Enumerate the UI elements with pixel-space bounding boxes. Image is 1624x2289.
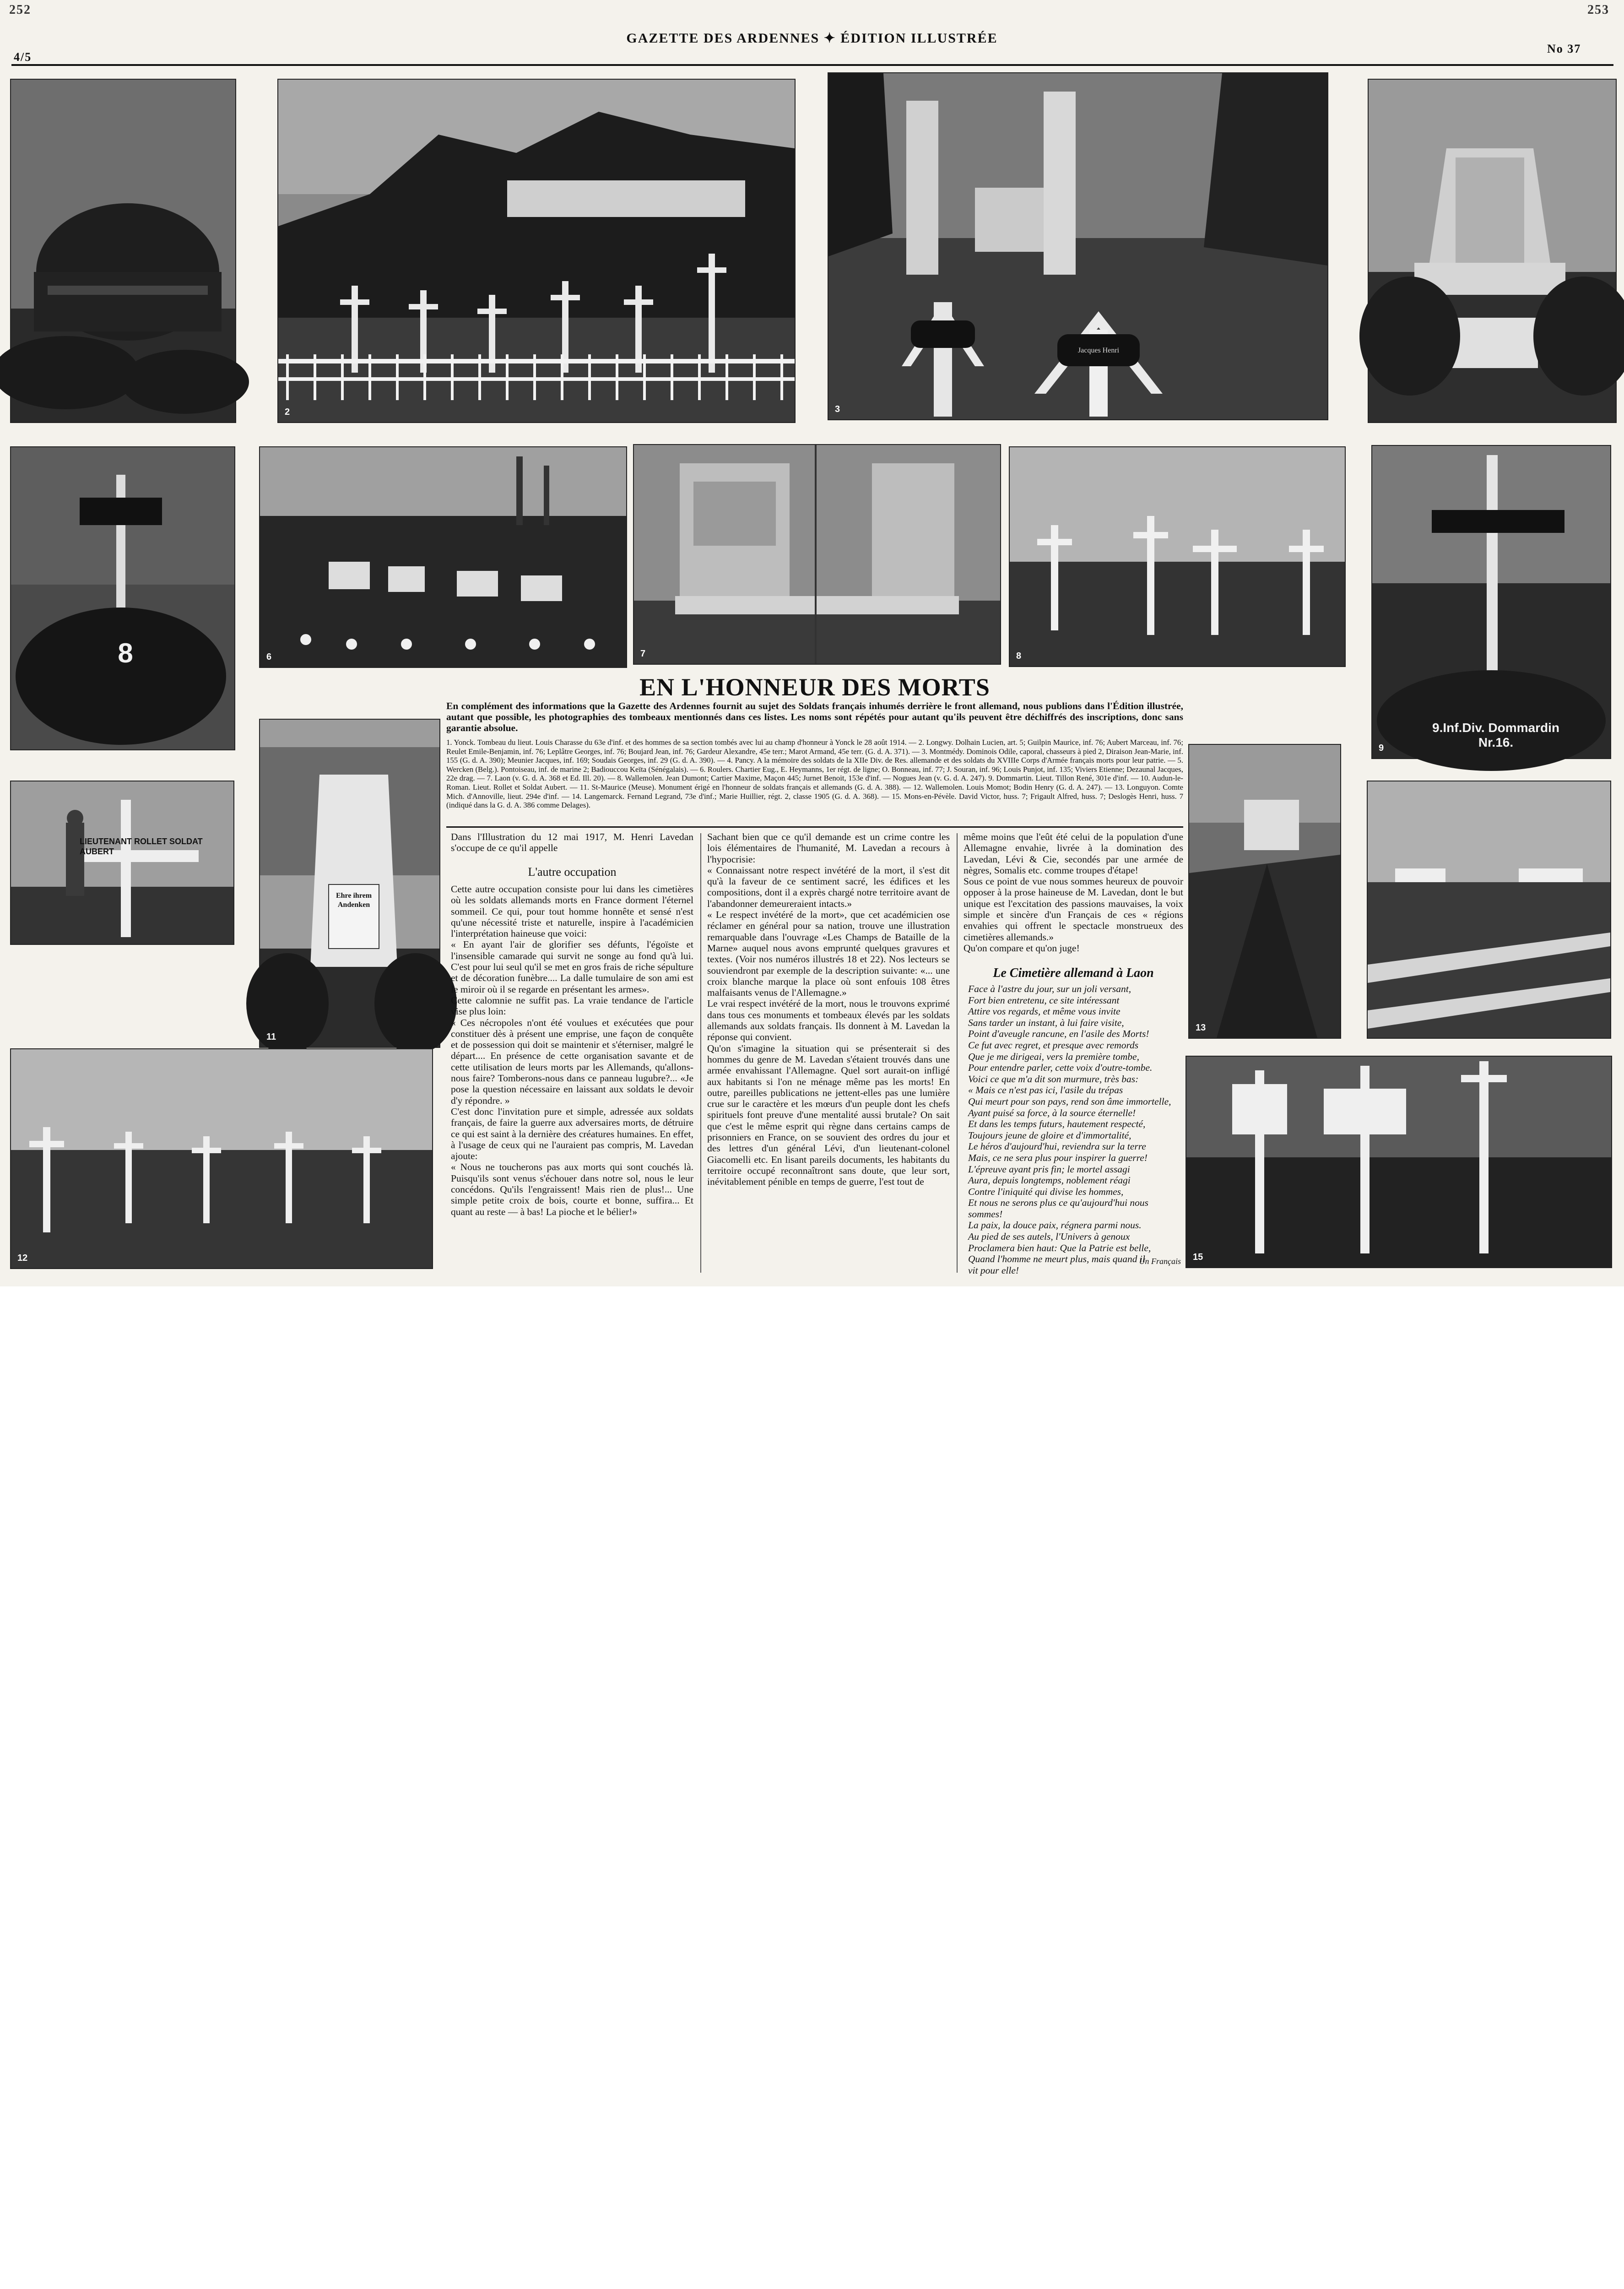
column-1-body: Cette autre occupation consiste pour lui dans les cimetières où les soldats allemands morts en France dorment l'éternel sommeil. Ce qui, pour tout homme honnête et sensé n'est qu'une nécessité triste et naturelle, inspire à l'académicien l'interprétation haineuse que voici: « En ayant l'air de glorifier ses défunts, l'égoïste et l'insensible camarade qui survit ne songe au fond qu'à lui. C'est pour lui seul qu'il se met en gros frais de riche sépulture et de décoration funèbre.... La dalle tumulaire de son ami est le miroir où il se regarde en présentant les armes». Cette calomnie ne suffit pas. La vraie tendance de l'article vise plus loin: « Ces nécropoles n'ont été voulues et exécutées que pour constituer dès à présent une emprise, une façon de conquête et de possession qui doit se maintenir et s'éterniser, malgré le départ.... En présence de cette organisation savante et de cette utilisation de leurs morts par les Allemands, qu'allons-nous faire? Tomberons-nous dans ce panneau lugubre?... «Je pose la question nécessaire en laissant aux soldats le devoir d'y répondre. » C'est donc l'invitation pure et simple, adressée aux soldats français, de faire la guerre aux adversaires morts, de détruire ce qui est saint à la dernière des créatures humaines. En effet, à l'usage de ceux qui ne l'auraient pas compris, M. Lavedan ajoute: « Nous ne toucherons pas aux morts qui sont couchés là. Puisqu'ils sont venus s'échouer dans notre sol, nous le leur concédons. Qu'ils l'engraissent! Mais rien de plus!... Une simple petite croix de bois, courte et bonne, suffira... Et quant au reste — à bas! La pioche et le bélier!» xyxy=(451,884,693,1217)
column-1-subhead: L'autre occupation xyxy=(528,865,617,879)
article-intro: En complément des informations que la Gazette des Ardennes fournit au sujet des Soldats français inhumés derrière le front allemand, nous publions dans l'Édition illustrée, autant que possible, les photographies des tombeaux mentionnés dans ces listes. Les noms sont répétés pour autant qu'ils peuvent être déchiffrés des inscriptions, donc sans garantie absolue. xyxy=(446,700,1183,733)
issue-number: No 37 xyxy=(1547,42,1581,55)
photo-9-number: 9 xyxy=(1379,743,1384,753)
photo-5-image xyxy=(11,447,234,749)
photo-14-image xyxy=(1368,781,1610,1038)
photo-10-image xyxy=(11,781,233,944)
photo-12-number: 12 xyxy=(17,1253,28,1263)
newspaper-header: GAZETTE DES ARDENNES ✦ ÉDITION ILLUSTRÉE xyxy=(626,31,998,46)
photo-2-image xyxy=(278,80,795,422)
photo-10-audun-cross xyxy=(10,781,234,945)
captions-rule xyxy=(446,826,1183,828)
photo-14-langemarck-graves xyxy=(1367,781,1611,1039)
photo-1-domed-tomb xyxy=(10,79,236,423)
column-2-body: Sachant bien que ce qu'il demande est un crime contre les lois élémentaires de l'humanité, M. Lavedan a recours à l'hypocrisie: « Connaissant notre respect invétéré de la mort, il s'est dit qu'à la faveur de ce sentiment sacré, les édifices et les compositions, dont il a exprès chargé notre territoire avant de l'abandonner demeureraient intacts.» « Le respect invétéré de la mort», que cet académicien ose réclamer en général pour sa nation, trouve une illustration remarquable dans l'ouvrage «Les Champs de Bataille de la Marne» auquel nous avons emprunté quelques gravures et textes. (Voir nos numéros illustrés 18 et 22). Nos lecteurs se souviendront par exemple de la description suivante: «... une croix blanche marque la place où sont enfouis 108 êtres malfaisants venus de l'Allemagne.» Le vrai respect invétéré de la mort, nous le trouvons exprimé dans tous ces monuments et tombeaux élevés par les soldats allemands aux soldats français. Ils donnent à M. Lavedan la réponse qui convient. Qu'on s'imagine la situation qui se présenterait si des hommes du genre de M. Lavedan s'étaient trouvés dans une armée envahissant l'Allemagne. Quel sort aurait-on infligé aux habitants si l'on ne ménage même pas les morts! En outre, pareilles publications ne jettent-elles pas une lumière crue sur le caractère et les mœurs d'un peuple dont les chefs spirituels font preuve d'une mentalité aussi brutale? On sait que c'est le même esprit qui règne dans certains camps de prisonniers en France, on se souvient des ordres du jour et des lettres d'un général Lévi, d'un lieutenant-colonel Giacomelli etc. En lisant pareils documents, les habitants du territoire occupé reconnaîtront sans doute, que leur sort, inévitablement pénible en temps de guerre, l'est tout de xyxy=(707,831,950,1188)
photo-6-number: 6 xyxy=(266,652,272,662)
photo-15-image xyxy=(1186,1057,1611,1267)
photo-1-image xyxy=(11,80,235,422)
photo-7-image xyxy=(634,445,1000,664)
article-title: EN L'HONNEUR DES MORTS xyxy=(639,673,990,701)
page-corner-number-left: 252 xyxy=(9,3,31,17)
photo-8-image xyxy=(1010,447,1345,666)
photo-6-roulers-graves xyxy=(259,446,627,668)
photo-11-st-maurice-monument xyxy=(259,719,440,1048)
photo-11-number: 11 xyxy=(266,1032,276,1042)
photo-15-number: 15 xyxy=(1193,1252,1203,1262)
photo-15-mons-en-pevele-crosses xyxy=(1186,1056,1612,1268)
photo-12-wallemolen-field xyxy=(10,1048,433,1269)
photo-12-image xyxy=(11,1049,432,1268)
photo-8-number: 8 xyxy=(1016,651,1022,661)
photo-9-image xyxy=(1372,446,1610,758)
photo-2-longwy-cemetery xyxy=(277,79,796,423)
photo-4-pancy-monument xyxy=(1368,79,1617,423)
photo-11-image xyxy=(260,720,439,1047)
photo-4-image xyxy=(1369,80,1616,422)
poem-text: Face à l'astre du jour, sur un joli versant, Fort bien entretenu, ce site intéressant Attire vos regards, et même vous invite Sans tarder un instant, à lui faire visite, Point d'aveugle rancune, en l'asile des Morts! Ce fut avec regret, et presque avec remords Que je me dirigeai, vers la première tombe, Pour entendre parler, cette voix d'outre-tombe. Voici ce que m'a dit son murmure, très bas: « Mais ce n'est pas ici, l'asile du trépas Qui meurt pour son pays, rend son âme immortelle, Ayant puisé sa force, à la source éternelle! Et dans les temps futurs, hautement respecté, Toujours jeune de gloire et d'immortalité, Le héros d'aujourd'hui, reviendra sur la terre Mais, ce ne sera plus pour inspirer la guerre! L'épreuve ayant pris fin; le mortel assagi Aura, depuis longtemps, noblement réagi Contre l'iniquité qui divise les hommes, Et nous ne serons plus ce qu'aujourd'hui nous sommes! La paix, la douce paix, régnera parmi nous. Au pied de ses autels, l'Univers à genoux Proclamera bien haut: Que la Patrie est belle, Quand l'homme ne meurt plus, mais quand il vit pour elle! xyxy=(968,983,1171,1276)
column-3-body: même moins que l'eût été celui de la population d'une Allemagne envahie, livrée à la domination des Lavedan, Lévi & Cie, secondés par une armée de nègres, Somalis etc. comme troupes d'étape! Sous ce point de vue nous sommes heureux de pouvoir opposer à la prose haineuse de M. Lavedan, dont le but unique est l'excitation des passions mauvaises, la voix simple et sincère d'un Français de ces « régions envahies qui offrent le spectacle monstrueux des cimetières allemands.» Qu'on compare et qu'on juge! xyxy=(964,831,1183,954)
photo-13-number: 13 xyxy=(1196,1023,1206,1033)
photo-3-image xyxy=(828,73,1327,419)
page-fraction: 4/5 xyxy=(14,50,32,64)
photo-5-grave-number: 8 xyxy=(118,638,133,668)
photo-5-wercken-grave xyxy=(10,446,235,750)
photo-6-image xyxy=(260,447,626,667)
photo-captions: 1. Yonck. Tombeau du lieut. Louis Charasse du 63e d'inf. et des hommes de sa section tombés avec lui au champ d'honneur à Yonck le 28 août 1914. — 2. Longwy. Dolhain Lucien, art. 5; Guilpin Maurice, inf. 76; Aubert Marceau, inf. 76; Reulet Emile-Benjamin, inf. 76; Leplâtre Georges, inf. 76; Boujard Jean, inf. 76; Gardeur Alexandre, 45e terr.; Marot Armand, 45e terr. (G. d. A. 371). — 3. Montmédy. Dominois Odile, caporal, chasseurs à pied 2, Diraison Jean-Marie, inf. 155 (G. d. A. 390); Meunier Jacques, inf. 169; Soudais Georges, inf. 29 (G. d. A. 390). — 4. Pancy. A la mémoire des soldats de la XIIe Div. de Res. allemande et des soldats du XVIIIe Corps d'Armée français morts pour leur patrie. — 5. Wercken (Belg.). Pontoiseau, inf. de marine 2; Badiouccou Keïta (Sénégalais). — 6. Roulers. Chartier Eug., E. Heymanns, 1er régt. de ligne; O. Bonneau, inf. 77; J. Souran, inf. 96; Louis Punjot, inf. 135; Viviers Etienne; Dezaunal Jacques, 22e drag. — 7. Laon (v. G. d. A. 368 et Ed. Ill. 20). — 8. Wallemolen. Jean Dumont; Cartier Maxime, Maçon 445; Jurnet Benoit, 153e d'inf. — Nogues Jean (v. G. d. A. 247). 9. Dommartin. Lieut. Tillon René, 301e d'inf. — 10. Audun-le-Roman. Lieut. Rollet et Soldat Aubert. — 11. St-Maurice (Meuse). Monument érigé en l'honneur de soldats français et allemands (G. d. A. 388). — 12. Wallemolen. Louis Momot; Bodin Henry (G. d. A. 247). — 13. Longuyon. Comte Mich. d'Annoville, lieut. 294e d'inf. — 14. Langemarck. Fernand Legrand, 73e d'inf.; Marie Huillier, régt. 2, classe 1905 (G. d. A. 368). — 15. Mons-en-Pévèle. David Victor, huss. 7; Frigault Alfred, huss. 7; Deslogès Henri, huss. 7 (indiqué dans la G. d. A. 386 comme Delages). xyxy=(446,738,1183,810)
photo-8-wallemolen-crosses xyxy=(1009,446,1346,667)
photo-7-number: 7 xyxy=(640,649,646,659)
photo-3-montmedy-graves xyxy=(828,72,1328,420)
page-corner-number-right: 253 xyxy=(1587,3,1609,17)
photo-2-number: 2 xyxy=(285,407,290,417)
photo-7-laon-monument xyxy=(633,444,1001,665)
photo-10-inscription: LIEUTENANT ROLLET SOLDAT AUBERT xyxy=(80,837,203,856)
column-divider-2 xyxy=(957,833,958,1273)
column-divider-1 xyxy=(700,833,701,1273)
photo-13-longuyon-grave xyxy=(1188,744,1341,1039)
poem-signature: Un Français xyxy=(1139,1257,1181,1266)
photo-3-plaque-text: Jacques Henri xyxy=(1077,347,1120,354)
photo-3-number: 3 xyxy=(835,404,840,414)
photo-9-inscription: 9.Inf.Div. Dommardin Nr.16. xyxy=(1432,721,1559,749)
column-1-lead: Dans l'Illustration du 12 mai 1917, M. Henri Lavedan s'occupe de ce qu'il appelle xyxy=(451,831,693,854)
photo-9-dommartin-cross xyxy=(1371,445,1611,759)
photo-13-image xyxy=(1189,745,1340,1038)
library-footer xyxy=(0,1286,1624,1402)
header-rule xyxy=(11,64,1613,66)
photo-11-inscription: Ehre ihrem Andenken xyxy=(336,892,372,909)
poem-title: Le Cimetière allemand à Laon xyxy=(993,966,1154,980)
